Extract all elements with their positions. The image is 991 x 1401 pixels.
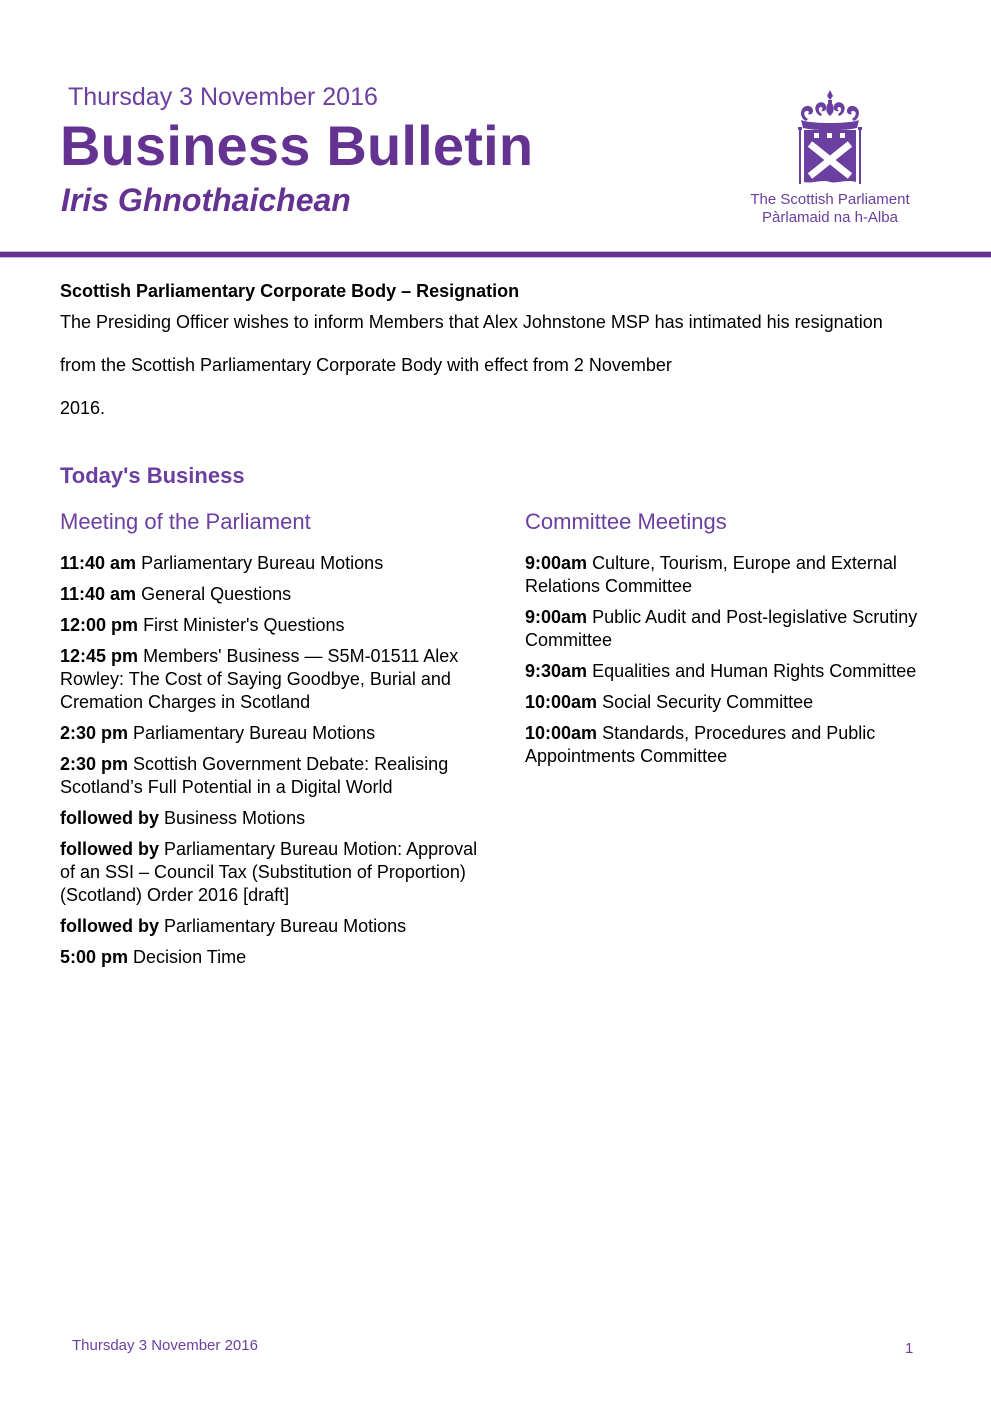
committee-item (525, 552, 945, 598)
agenda-item (60, 552, 480, 575)
agenda-time: 12:00 pm (60, 615, 139, 635)
agenda-item (60, 722, 480, 745)
committee-text: Social Security Committee (602, 692, 814, 712)
committee-item (525, 691, 945, 714)
committee-time: 9:00am (525, 607, 588, 627)
logo-text-gaelic: Pàrlamaid na h-Alba (762, 209, 898, 226)
agenda-text: Business Motions (164, 808, 306, 828)
agenda-time: 12:45 pm (60, 646, 139, 666)
agenda-text: General Questions (141, 584, 292, 604)
meeting-heading: Meeting of the Parliament (60, 509, 311, 534)
meeting-of-parliament-column (60, 508, 480, 977)
agenda-time: followed by (60, 839, 159, 859)
committee-meetings-column (525, 508, 945, 776)
agenda-text: First Minister's Questions (143, 615, 345, 635)
agenda-text: Members' Business — S5M-01511 Alex Rowley: The Cost of Saying Goodbye, Burial and Cremation Charges in Scotland (60, 646, 459, 712)
agenda-item (60, 753, 480, 799)
parliament-logo (740, 88, 920, 233)
page-number: 1 (905, 1340, 914, 1357)
committee-text: Standards, Procedures and Public Appointments Committee (525, 723, 876, 766)
committee-text: Culture, Tourism, Europe and External Relations Committee (525, 553, 897, 596)
committee-item (525, 722, 945, 768)
committee-heading: Committee Meetings (525, 509, 727, 534)
committee-time: 10:00am (525, 692, 598, 712)
agenda-item (60, 915, 480, 938)
header-divider (0, 252, 991, 257)
agenda-item (60, 614, 480, 637)
committee-text: Public Audit and Post-legislative Scrutiny Committee (525, 607, 918, 650)
agenda-text: Parliamentary Bureau Motion: Approval of an SSI – Council Tax (Substitution of Proportion) (Scotland) Order 2016 [draft] (60, 839, 478, 905)
agenda-text: Scottish Government Debate: Realising Scotland’s Full Potential in a Digital World (60, 754, 449, 797)
agenda-time: followed by (60, 808, 159, 828)
committee-item (525, 606, 945, 652)
agenda-item (60, 946, 480, 969)
committee-time: 9:00am (525, 553, 588, 573)
page-subtitle: Iris Ghnothaichean (61, 182, 351, 218)
page-title: Business Bulletin (60, 114, 534, 177)
notice-title: Scottish Parliamentary Corporate Body – Resignation (60, 281, 520, 301)
todays-business-heading: Today's Business (60, 463, 245, 488)
agenda-time: followed by (60, 916, 159, 936)
agenda-item (60, 807, 480, 830)
notice-paragraph: The Presiding Officer wishes to inform Members that Alex Johnstone MSP has intimated his resignation (60, 312, 883, 332)
scottish-parliament-crest-icon (795, 88, 865, 188)
logo-text-english: The Scottish Parliament (750, 191, 910, 208)
agenda-time: 2:30 pm (60, 754, 129, 774)
agenda-item (60, 583, 480, 606)
agenda-text: Parliamentary Bureau Motions (141, 553, 384, 573)
agenda-text: Parliamentary Bureau Motions (164, 916, 407, 936)
agenda-item (60, 645, 480, 714)
agenda-text: Decision Time (133, 947, 247, 967)
footer-date: Thursday 3 November 2016 (72, 1337, 258, 1354)
agenda-time: 11:40 am (60, 584, 137, 604)
committee-time: 10:00am (525, 723, 598, 743)
agenda-time: 2:30 pm (60, 723, 129, 743)
header-date: Thursday 3 November 2016 (68, 83, 378, 111)
notice-paragraph: 2016. (60, 398, 106, 418)
notice-section (60, 280, 890, 440)
agenda-time: 11:40 am (60, 553, 137, 573)
committee-text: Equalities and Human Rights Committee (592, 661, 917, 681)
notice-paragraph: from the Scottish Parliamentary Corporate Body with effect from 2 November (60, 355, 672, 375)
agenda-text: Parliamentary Bureau Motions (133, 723, 376, 743)
committee-time: 9:30am (525, 661, 588, 681)
committee-item (525, 660, 945, 683)
agenda-item (60, 838, 480, 907)
agenda-time: 5:00 pm (60, 947, 129, 967)
